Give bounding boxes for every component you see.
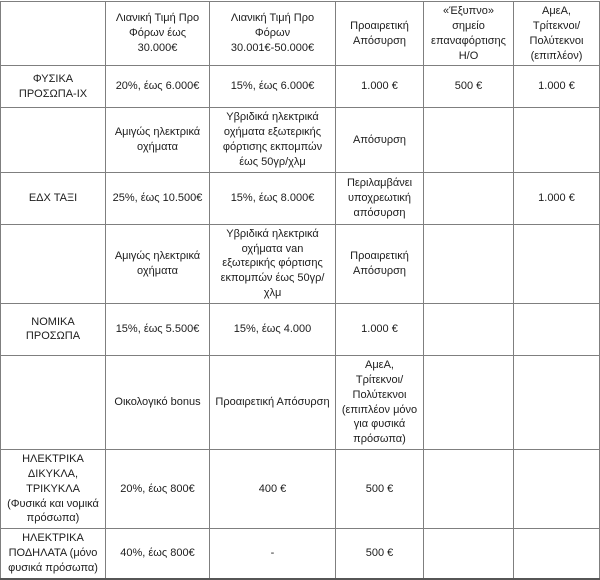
- row-header: ΝΟΜΙΚΑ ΠΡΟΣΩΠΑ: [1, 303, 106, 355]
- table-cell: 1.000 €: [514, 66, 600, 108]
- table-cell: [514, 224, 600, 303]
- row-header: [1, 355, 106, 449]
- table-cell: [424, 529, 514, 579]
- table-cell: 500 €: [336, 529, 424, 579]
- table-row: [1, 450, 600, 529]
- table-row: [1, 303, 600, 355]
- table-cell: [424, 450, 514, 529]
- ev-subsidy-table: [0, 1, 600, 580]
- row-header: [1, 224, 106, 303]
- table-row: [1, 224, 600, 303]
- table-cell: 40%, έως 800€: [106, 529, 210, 579]
- header-row: [1, 2, 600, 66]
- row-header: [1, 108, 106, 172]
- table-cell: Υβριδικά ηλεκτρικά οχήματα εξωτερικής φόρτισης εκπομπών έως 50γρ/χλμ: [210, 108, 336, 172]
- table-cell: 25%, έως 10.500€: [106, 172, 210, 224]
- table-cell: [514, 355, 600, 449]
- table-cell: [424, 224, 514, 303]
- table-cell: [424, 172, 514, 224]
- row-header: ΕΔΧ ΤΑΞΙ: [1, 172, 106, 224]
- table-cell: Υβριδικά ηλεκτρικά οχήματα van εξωτερικής φόρτισης εκπομπών έως 50γρ/χλμ: [210, 224, 336, 303]
- row-header: ΗΛΕΚΤΡΙΚΑ ΠΟΔΗΛΑΤΑ (μόνο φυσικά πρόσωπα): [1, 529, 106, 579]
- table-cell: 500 €: [424, 66, 514, 108]
- table-row: [1, 108, 600, 172]
- table-cell: [424, 108, 514, 172]
- table-cell: 15%, έως 6.000€: [210, 66, 336, 108]
- table-cell: [514, 303, 600, 355]
- table-cell: 15%, έως 5.500€: [106, 303, 210, 355]
- table-cell: [424, 303, 514, 355]
- table-cell: ΑμεΑ, Τρίτεκνοι/ Πολύτεκνοι (επιπλέον μόνο για φυσικά πρόσωπα): [336, 355, 424, 449]
- column-header-category: [1, 2, 106, 66]
- table-cell: 20%, έως 6.000€: [106, 66, 210, 108]
- table-cell: 1.000 €: [336, 303, 424, 355]
- table-cell: 400 €: [210, 450, 336, 529]
- table-cell: Απόσυρση: [336, 108, 424, 172]
- column-header-retail-price-30001-50000: Λιανική Τιμή Προ Φόρων 30.001€-50.000€: [210, 2, 336, 66]
- table-cell: 1.000 €: [336, 66, 424, 108]
- table-cell: 20%, έως 800€: [106, 450, 210, 529]
- table-cell: 1.000 €: [514, 172, 600, 224]
- table-cell: [424, 355, 514, 449]
- row-header: ΗΛΕΚΤΡΙΚΑ ΔΙΚΥΚΛΑ, ΤΡΙΚΥΚΛΑ (Φυσικά και νομικά πρόσωπα): [1, 450, 106, 529]
- table-cell: Αμιγώς ηλεκτρικά οχήματα: [106, 108, 210, 172]
- table-cell: 15%, έως 8.000€: [210, 172, 336, 224]
- table-cell: -: [210, 529, 336, 579]
- table-row: [1, 66, 600, 108]
- table-cell: [514, 450, 600, 529]
- table-cell: Προαιρετική Απόσυρση: [336, 224, 424, 303]
- table-cell: 15%, έως 4.000: [210, 303, 336, 355]
- table-cell: [514, 108, 600, 172]
- table-row: [1, 529, 600, 579]
- table-cell: [514, 529, 600, 579]
- table-cell: Οικολογικό bonus: [106, 355, 210, 449]
- table-cell: Αμιγώς ηλεκτρικά οχήματα: [106, 224, 210, 303]
- column-header-retail-price-under-30000: Λιανική Τιμή Προ Φόρων έως 30.000€: [106, 2, 210, 66]
- row-header: ΦΥΣΙΚΑ ΠΡΟΣΩΠΑ-ΙΧ: [1, 66, 106, 108]
- table-cell: Περιλαμβάνει υποχρεωτική απόσυρση: [336, 172, 424, 224]
- column-header-optional-scrappage: Προαιρετική Απόσυρση: [336, 2, 424, 66]
- table-row: [1, 355, 600, 449]
- column-header-disabled-large-families: ΑμεΑ, Τρίτεκνοι/ Πολύτεκνοι (επιπλέον): [514, 2, 600, 66]
- table-cell: 500 €: [336, 450, 424, 529]
- table-row: [1, 172, 600, 224]
- table-cell: Προαιρετική Απόσυρση: [210, 355, 336, 449]
- column-header-smart-charging-point: «Έξυπνο» σημείο επαναφόρτισης Η/Ο: [424, 2, 514, 66]
